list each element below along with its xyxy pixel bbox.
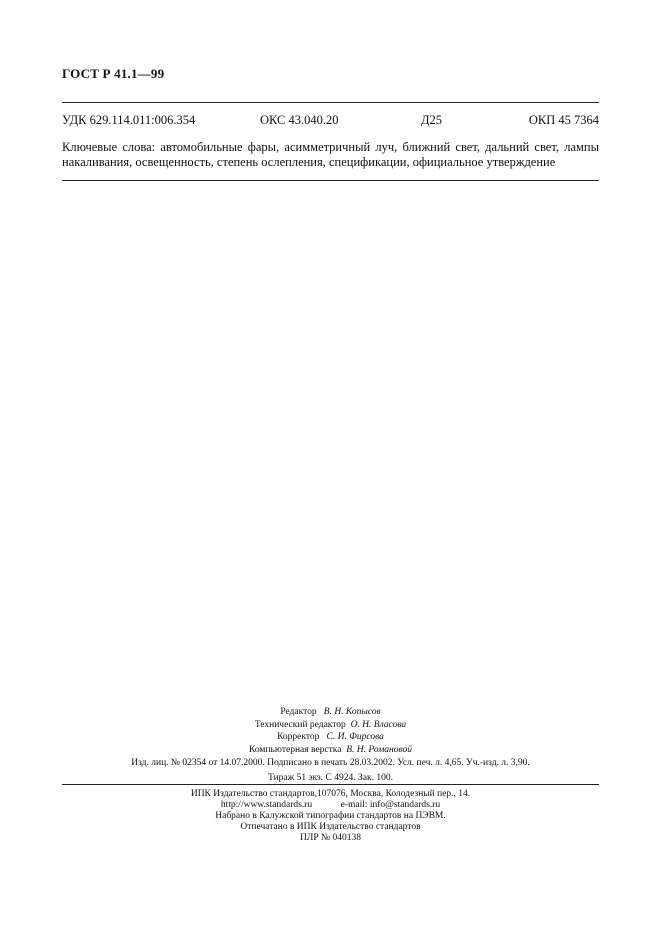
credit-name: В. Н. Романовой bbox=[346, 744, 412, 755]
credit-line bbox=[0, 719, 661, 732]
publisher-line: Набрано в Калужской типографии стандартов на ПЭВМ. bbox=[215, 811, 446, 821]
publisher-line: ИПК Издательство стандартов,107076, Москва, Колодезный пер., 14. bbox=[190, 789, 471, 799]
credit-role: Редактор bbox=[280, 707, 317, 717]
keywords-divider bbox=[62, 180, 599, 181]
credit-role: Компьютерная верстка bbox=[249, 744, 342, 755]
imprint-divider bbox=[62, 784, 599, 785]
credit-name: О. Н. Власова bbox=[350, 719, 407, 730]
imprint-line: Тираж 51 экз. С 4924. Зак. 100. bbox=[268, 773, 393, 783]
publisher-line: http://www.standards.ru e-mail: info@standards.ru bbox=[220, 800, 441, 810]
publisher-line: Отпечатано в ИПК Издательство стандартов bbox=[240, 822, 421, 832]
credit-role: Технический редактор bbox=[254, 719, 346, 730]
publisher-line: ПЛР № 040138 bbox=[300, 833, 361, 843]
imprint-line: Изд. лиц. № 02354 от 14.07.2000. Подписано в печать 28.03.2002. Усл. печ. л. 4,65. Уч.-изд. л. 3,90. bbox=[131, 758, 530, 768]
credit-role: Корректор bbox=[277, 732, 320, 742]
header-divider bbox=[62, 102, 599, 103]
credits-block bbox=[0, 706, 661, 756]
credit-name: С. И. Фирсова bbox=[326, 732, 384, 742]
credit-name: В. Н. Копысов bbox=[323, 707, 381, 717]
keywords-paragraph: Ключевые слова: автомобильные фары, асимметричный луч, ближний свет, дальний свет, лампы накаливания, освещенность, степень ослепления, спецификации, официальное утверждение bbox=[62, 140, 599, 169]
document-header: ГОСТ Р 41.1—99 bbox=[62, 66, 165, 81]
credit-line bbox=[0, 744, 661, 757]
group-code: Д25 bbox=[421, 113, 443, 127]
credit-line bbox=[0, 706, 661, 719]
oks-code: ОКС 43.040.20 bbox=[260, 113, 339, 127]
credit-line bbox=[0, 731, 661, 744]
okp-code: ОКП 45 7364 bbox=[528, 113, 599, 127]
udk-code: УДК 629.114.011:006.354 bbox=[62, 113, 196, 127]
publisher-block bbox=[0, 789, 661, 844]
imprint-block bbox=[0, 758, 661, 784]
